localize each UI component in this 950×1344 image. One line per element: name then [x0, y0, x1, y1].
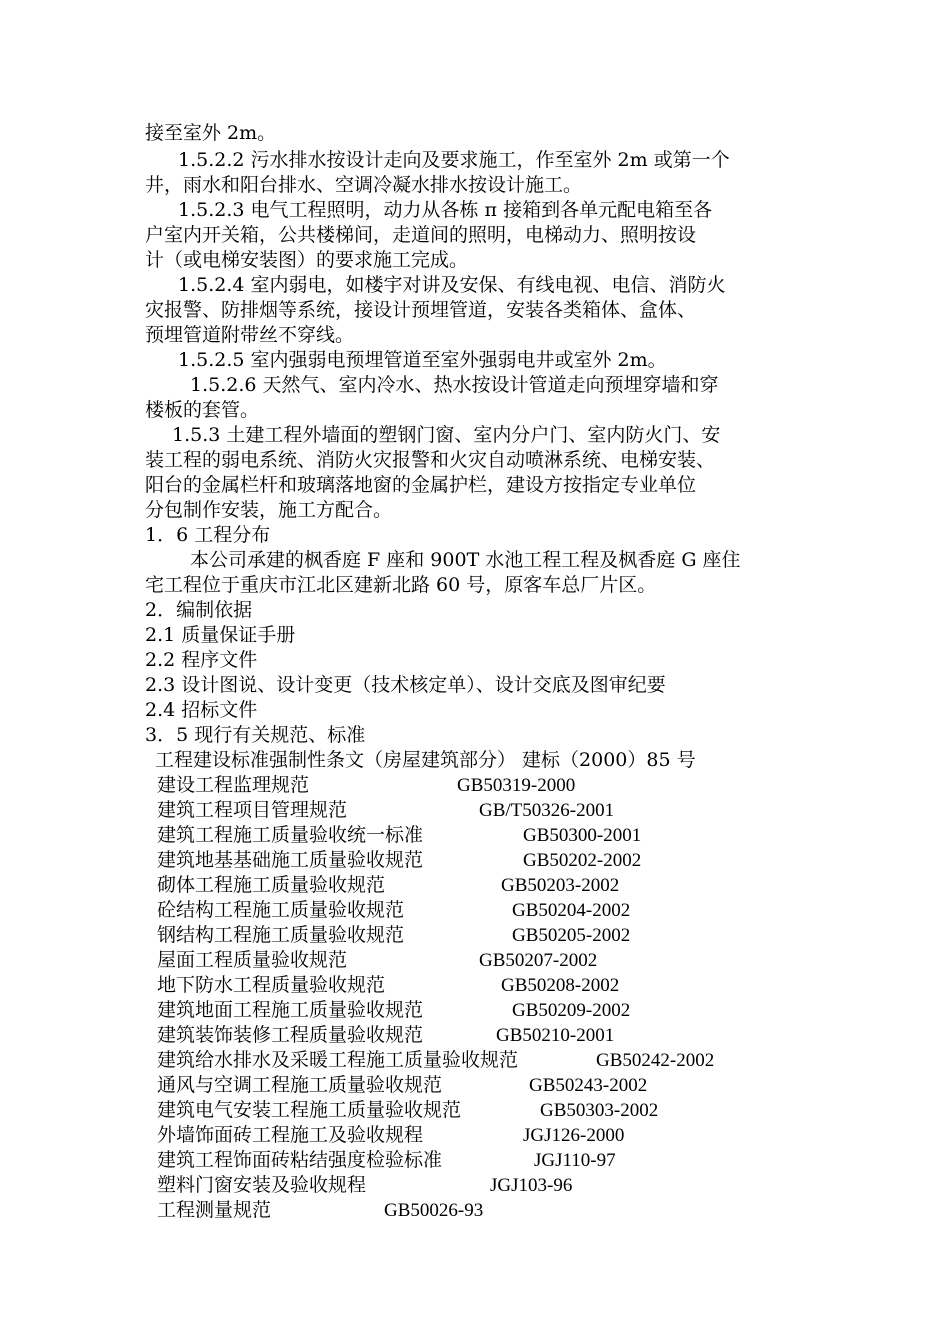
standard-name: 建筑工程饰面砖粘结强度检验标准	[157, 1149, 443, 1171]
standard-code: GB50203-2002	[501, 875, 620, 896]
standard-name: 建筑电气安装工程施工质量验收规范	[157, 1099, 462, 1121]
standard-code: GB50026-93	[384, 1200, 484, 1221]
paragraph-line: 装工程的弱电系统、消防火灾报警和火灾自动喷淋系统、电梯安装、	[145, 449, 716, 471]
standard-code: GB50202-2002	[523, 850, 642, 871]
standard-code: GB50205-2002	[512, 925, 631, 946]
list-item: 2.3 设计图说、设计变更（技术核定单）、设计交底及图审纪要	[145, 674, 666, 696]
paragraph-line: 分包制作安装，施工方配合。	[145, 499, 393, 521]
standard-name: 建筑装饰装修工程质量验收规范	[157, 1024, 424, 1046]
paragraph-line: 预埋管道附带丝不穿线。	[145, 324, 355, 346]
paragraph-line: 1.5.2.2 污水排水按设计走向及要求施工，作至室外 2m 或第一个	[178, 149, 730, 171]
section-heading: 3．5 现行有关规范、标准	[145, 724, 366, 746]
standard-code: GB50303-2002	[540, 1100, 659, 1121]
paragraph-line: 宅工程位于重庆市江北区建新北路 60 号，原客车总厂片区。	[145, 574, 657, 596]
paragraph-line: 接至室外 2m。	[145, 122, 277, 144]
standard-name: 塑料门窗安装及验收规程	[157, 1174, 367, 1196]
list-item: 2.4 招标文件	[145, 699, 258, 721]
standard-code: JGJ126-2000	[523, 1125, 625, 1146]
paragraph-line: 1.5.2.5 室内强弱电预埋管道至室外强弱电井或室外 2m。	[178, 349, 667, 371]
section-heading: 2．编制依据	[145, 599, 253, 621]
standard-code: GB50242-2002	[596, 1050, 715, 1071]
paragraph-line: 1.5.2.3 电气工程照明，动力从各栋 π 接箱到各单元配电箱至各	[178, 199, 713, 221]
standard-code: GB50208-2002	[501, 975, 620, 996]
paragraph-line: 本公司承建的枫香庭 F 座和 900T 水池工程工程及枫香庭 G 座住	[190, 549, 741, 571]
standard-code: GB50207-2002	[479, 950, 598, 971]
paragraph-line: 户室内开关箱，公共楼梯间，走道间的照明，电梯动力、照明按设	[145, 224, 697, 246]
paragraph-line: 1.5.3 土建工程外墙面的塑钢门窗、室内分户门、室内防火门、安	[172, 424, 721, 446]
standard-code: JGJ103-96	[490, 1175, 573, 1196]
paragraph-line: 楼板的套管。	[145, 399, 260, 421]
section-heading: 1．6 工程分布	[145, 524, 271, 546]
standard-name: 砼结构工程施工质量验收规范	[157, 899, 405, 921]
standard-name: 外墙饰面砖工程施工及验收规程	[157, 1124, 424, 1146]
standard-code: GB50243-2002	[529, 1075, 648, 1096]
standard-name: 工程测量规范	[157, 1199, 272, 1221]
paragraph-line: 1.5.2.6 天然气、室内冷水、热水按设计管道走向预埋穿墙和穿	[190, 374, 719, 396]
standard-name: 建筑工程施工质量验收统一标准	[157, 824, 424, 846]
standard-name: 地下防水工程质量验收规范	[157, 974, 386, 996]
standard-name: 砌体工程施工质量验收规范	[157, 874, 386, 896]
standard-name: 建筑工程项目管理规范	[157, 799, 348, 821]
list-item: 2.2 程序文件	[145, 649, 258, 671]
standard-code: JGJ110-97	[534, 1150, 616, 1171]
standard-row: 工程建设标准强制性条文（房屋建筑部分） 建标（2000）85 号	[155, 749, 696, 771]
standard-name: 屋面工程质量验收规范	[157, 949, 348, 971]
standard-name: 通风与空调工程施工质量验收规范	[157, 1074, 443, 1096]
list-item: 2.1 质量保证手册	[145, 624, 296, 646]
paragraph-line: 灾报警、防排烟等系统，接设计预埋管道，安装各类箱体、盒体、	[145, 299, 697, 321]
standard-name: 建筑给水排水及采暖工程施工质量验收规范	[157, 1049, 519, 1071]
standard-code: GB/T50326-2001	[479, 800, 615, 821]
paragraph-line: 井，雨水和阳台排水、空调冷凝水排水按设计施工。	[145, 174, 583, 196]
standard-code: GB50300-2001	[523, 825, 642, 846]
standard-name: 钢结构工程施工质量验收规范	[157, 924, 405, 946]
standard-name: 建设工程监理规范	[157, 774, 310, 796]
paragraph-line: 阳台的金属栏杆和玻璃落地窗的金属护栏，建设方按指定专业单位	[145, 474, 697, 496]
standard-name: 建筑地基基础施工质量验收规范	[157, 849, 424, 871]
standard-code: GB50319-2000	[457, 775, 576, 796]
paragraph-line: 1.5.2.4 室内弱电，如楼宇对讲及安保、有线电视、电信、消防火	[178, 274, 726, 296]
paragraph-line: 计（或电梯安装图）的要求施工完成。	[145, 249, 469, 271]
standard-code: GB50204-2002	[512, 900, 631, 921]
standard-code: GB50210-2001	[496, 1025, 615, 1046]
standard-name: 建筑地面工程施工质量验收规范	[157, 999, 424, 1021]
standard-code: GB50209-2002	[512, 1000, 631, 1021]
